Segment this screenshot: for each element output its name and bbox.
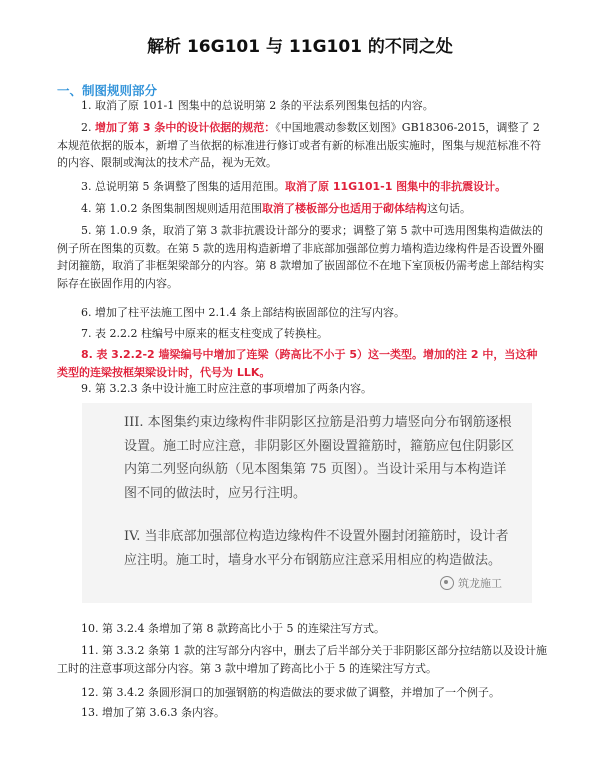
- list-item-10: [57, 620, 547, 638]
- item-number: 5.: [81, 224, 92, 237]
- item-number: 9.: [81, 382, 92, 395]
- item-number: 7.: [81, 327, 92, 340]
- list-item-6: [57, 304, 547, 322]
- excerpt-paragraph-4: IV. 当非底部加强部位构造边缘构件不设置外圈封闭箍筋时，设计者应注明。施工时，墙身水平分布钢筋应注意采用相应的构造做法。: [124, 529, 509, 568]
- item-text-highlight: 取消了原 11G101-1 图集中的非抗震设计。: [285, 180, 507, 193]
- item-number: 13.: [81, 706, 99, 719]
- list-item-1: [57, 97, 547, 115]
- list-item-11: [57, 642, 547, 677]
- list-item-8: [57, 346, 547, 381]
- item-text: 第 3.3.2 条第 1 款的注写部分内容中，删去了后半部分关于非阴影区部分拉结筋以及设计施工时的注意事项这部分内容。第 3 款中增加了跨高比小于 5 的连梁注写方式。: [57, 644, 547, 675]
- excerpt-paragraph-3: III. 本图集约束边缘构件非阴影区拉筋是沿剪力墙竖向分布钢筋逐根设置。施工时应注意，非阴影区外圈设置箍筋时，箍筋应包住阴影区内第二列竖向纵筋（见本图集第 75 页图）。当设计采用与本构造详图不同的做法时，应另行注明。: [124, 415, 515, 501]
- item-number: 6.: [81, 306, 92, 319]
- item-number: 2.: [81, 121, 92, 134]
- watermark-icon: [440, 576, 454, 590]
- item-text: 第 3.4.2 条圆形洞口的加强钢筋的构造做法的要求做了调整，并增加了一个例子。: [102, 686, 500, 699]
- list-item-3: [57, 178, 547, 196]
- item-number: 11.: [81, 644, 99, 657]
- section-heading: 一、制图规则部分: [57, 83, 158, 98]
- item-text: 增加了柱平法施工图中 2.1.4 条上部结构嵌固部位的注写内容。: [95, 306, 405, 319]
- list-item-4: [57, 200, 547, 218]
- item-number: 12.: [81, 686, 99, 699]
- item-text: 这句话。: [426, 202, 471, 215]
- item-text: 第 3.2.4 条增加了第 8 款跨高比小于 5 的连梁注写方式。: [102, 622, 385, 635]
- item-number: 3.: [81, 180, 92, 193]
- item-text: 表 2.2.2 柱编号中原来的框支柱变成了转换柱。: [95, 327, 328, 340]
- list-item-5: [57, 222, 547, 292]
- item-number: 4.: [81, 202, 92, 215]
- item-text: 第 1.0.2 条图集制图规则适用范围: [95, 202, 262, 215]
- item-text: 《中国地震动参数区划图》GB18306-2015，调整了 2 本规范依据的版本，新增了当依据的标准进行修订或者有新的标准出版实施时，图集与规范标准不符的内容、限制或淘汰的技术产品，视为无效。: [57, 121, 541, 169]
- item-text: 总说明第 5 条调整了图集的适用范围。: [95, 180, 285, 193]
- item-number: 10.: [81, 622, 99, 635]
- item-text: 增加了第 3.6.3 条内容。: [102, 706, 225, 719]
- item-number: 1.: [81, 99, 92, 112]
- list-item-12: [57, 684, 547, 702]
- list-item-9: [57, 380, 547, 398]
- excerpt-image: [82, 403, 532, 603]
- list-item-2: [57, 119, 547, 172]
- page-title: 解析 16G101 与 11G101 的不同之处: [147, 37, 453, 57]
- item-text-highlight: 取消了楼板部分也适用于砌体结构: [261, 202, 427, 215]
- item-text-highlight: 增加了第 3 条中的设计依据的规范：: [95, 121, 276, 134]
- watermark-text: 筑龙施工: [458, 577, 502, 590]
- list-item-7: [57, 325, 547, 343]
- list-item-13: [57, 704, 547, 722]
- item-text: 第 3.2.3 条中设计施工时应注意的事项增加了两条内容。: [95, 382, 372, 395]
- item-text: 第 1.0.9 条，取消了第 3 款非抗震设计部分的要求；调整了第 5 款中可选用图集构造做法的例子所在图集的页数。在第 5 款的选用构造新增了非底部加强部位剪力墙构造边缘构件是否设置外圈封闭箍筋，取消了非框架梁部分的内容。第 8 款增加了嵌固部位不在地下室顶板仍需考虑上部结构实际存在嵌固作用的内容。: [57, 224, 544, 290]
- item-text-highlight: 表 3.2.2-2 墙梁编号中增加了连梁（跨高比不小于 5）这一类型。增加的注 2 中，当这种类型的连梁按框架梁设计时，代号为 LLK。: [57, 348, 538, 379]
- watermark: [440, 575, 502, 591]
- item-text: 取消了原 101-1 图集中的总说明第 2 条的平法系列图集包括的内容。: [95, 99, 434, 112]
- item-number: 8.: [81, 348, 93, 361]
